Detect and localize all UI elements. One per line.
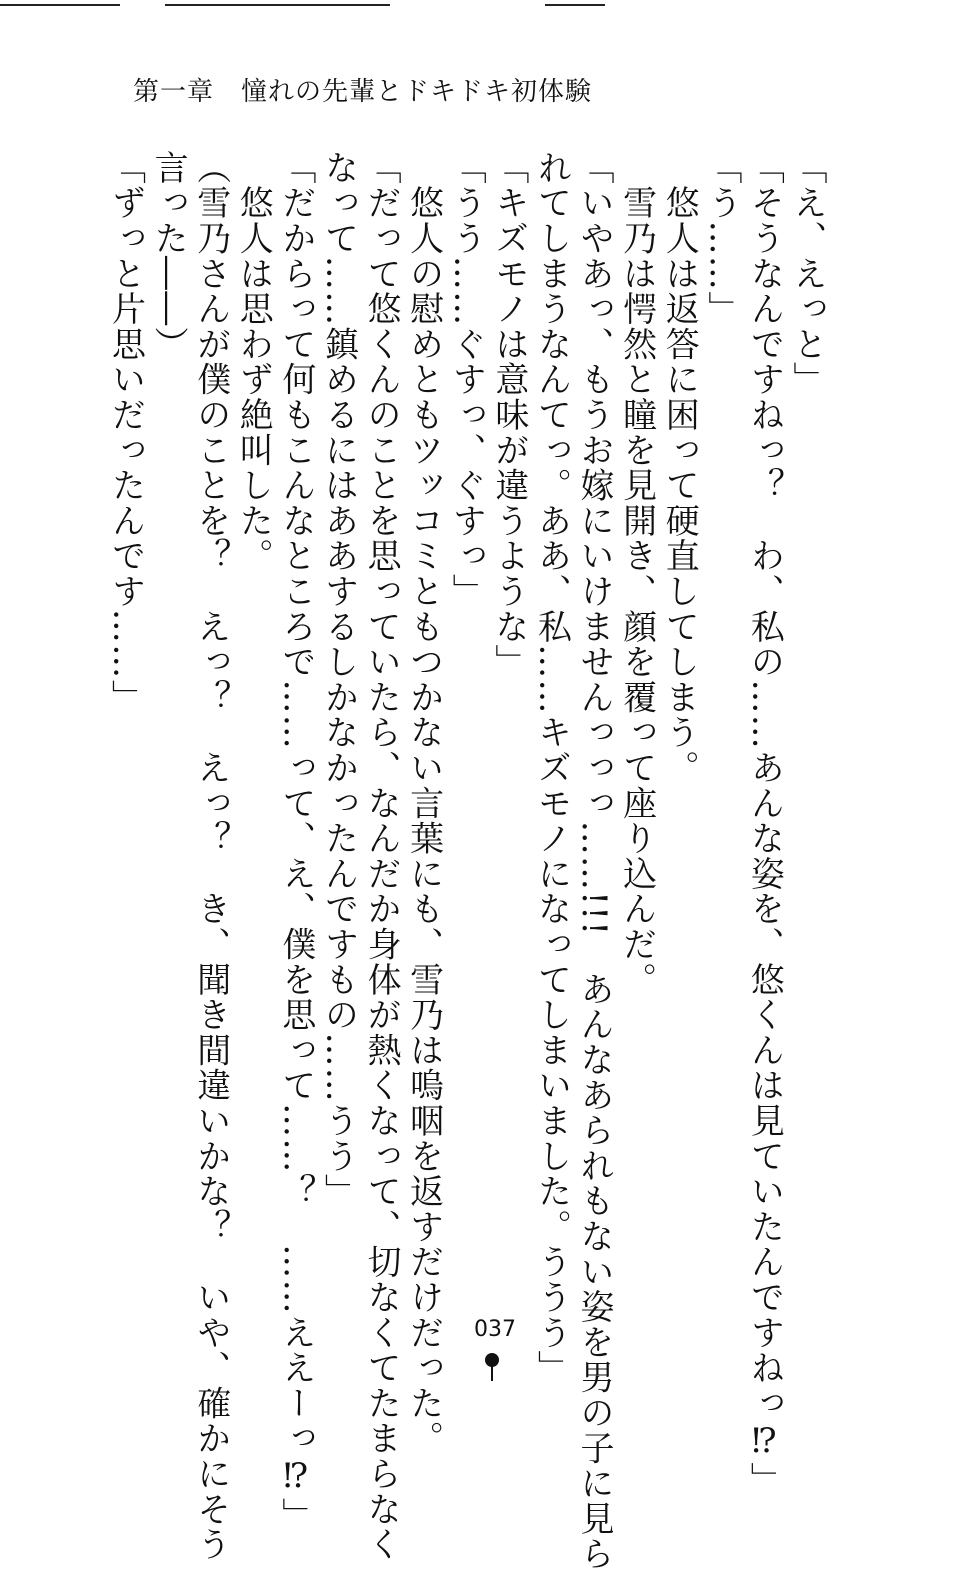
text-line: 「ずっと片思いだったんです……」 (105, 150, 146, 715)
text-line: れてしまうなんてっ。ああ、私……キズモノになってしまいました。ううう」 (531, 150, 572, 1386)
text-line: 「うう……ぐすっ、ぐすっ」 (446, 150, 487, 609)
text-line: 「そうなんですねっ？ わ、私の……あんな姿を、悠くんは見ていたんですねっ⁉」 (744, 150, 785, 1498)
page-marker-stem (491, 1366, 493, 1381)
text-line: 悠人は返答に困って硬直してしまう。 (659, 150, 700, 786)
page-number: 037 (474, 1317, 516, 1342)
text-line: 言った――） (148, 150, 189, 362)
text-line: 「え、えっと」 (787, 150, 827, 398)
text-line: 「だからって何もこんなところで……って、え、僕を思って……？ ……ええーっ⁉」 (275, 150, 316, 1533)
text-line: 「キズモノは意味が違うような」 (488, 150, 529, 680)
text-line: なって……鎮めるにはああするしかなかったんですもの……うう」 (318, 150, 359, 1209)
text-line: 悠人は思わず絶叫した。 (233, 150, 274, 574)
text-line: 悠人の慰めともツッコミともつかない言葉にも、雪乃は嗚咽を返すだけだった。 (403, 150, 444, 1457)
top-rule-center (165, 4, 390, 6)
text-line: 「だって悠くんのことを思っていたら、なんだか身体が熱くなって、切なくてたまらなく (361, 150, 402, 1562)
text-line: 「う……」 (701, 150, 742, 327)
top-rule-right (545, 4, 605, 6)
top-rule-left (0, 4, 120, 6)
page-marker-dot (485, 1353, 499, 1367)
text-line: （雪乃さんが僕のことを？ えっ？ えっ？ き、聞き間違いかな？ いや、確かにそう (190, 150, 231, 1562)
text-line: 雪乃は愕然と瞳を見開き、顔を覆って座り込んだ。 (616, 150, 657, 998)
chapter-title: 第一章 憧れの先輩とドキドキ初体験 (133, 77, 593, 107)
text-line: 「いやあっ、もうお嫁にいけませんっっっ……!!! あんなあられもない姿を男の子に見ら (574, 150, 615, 1572)
